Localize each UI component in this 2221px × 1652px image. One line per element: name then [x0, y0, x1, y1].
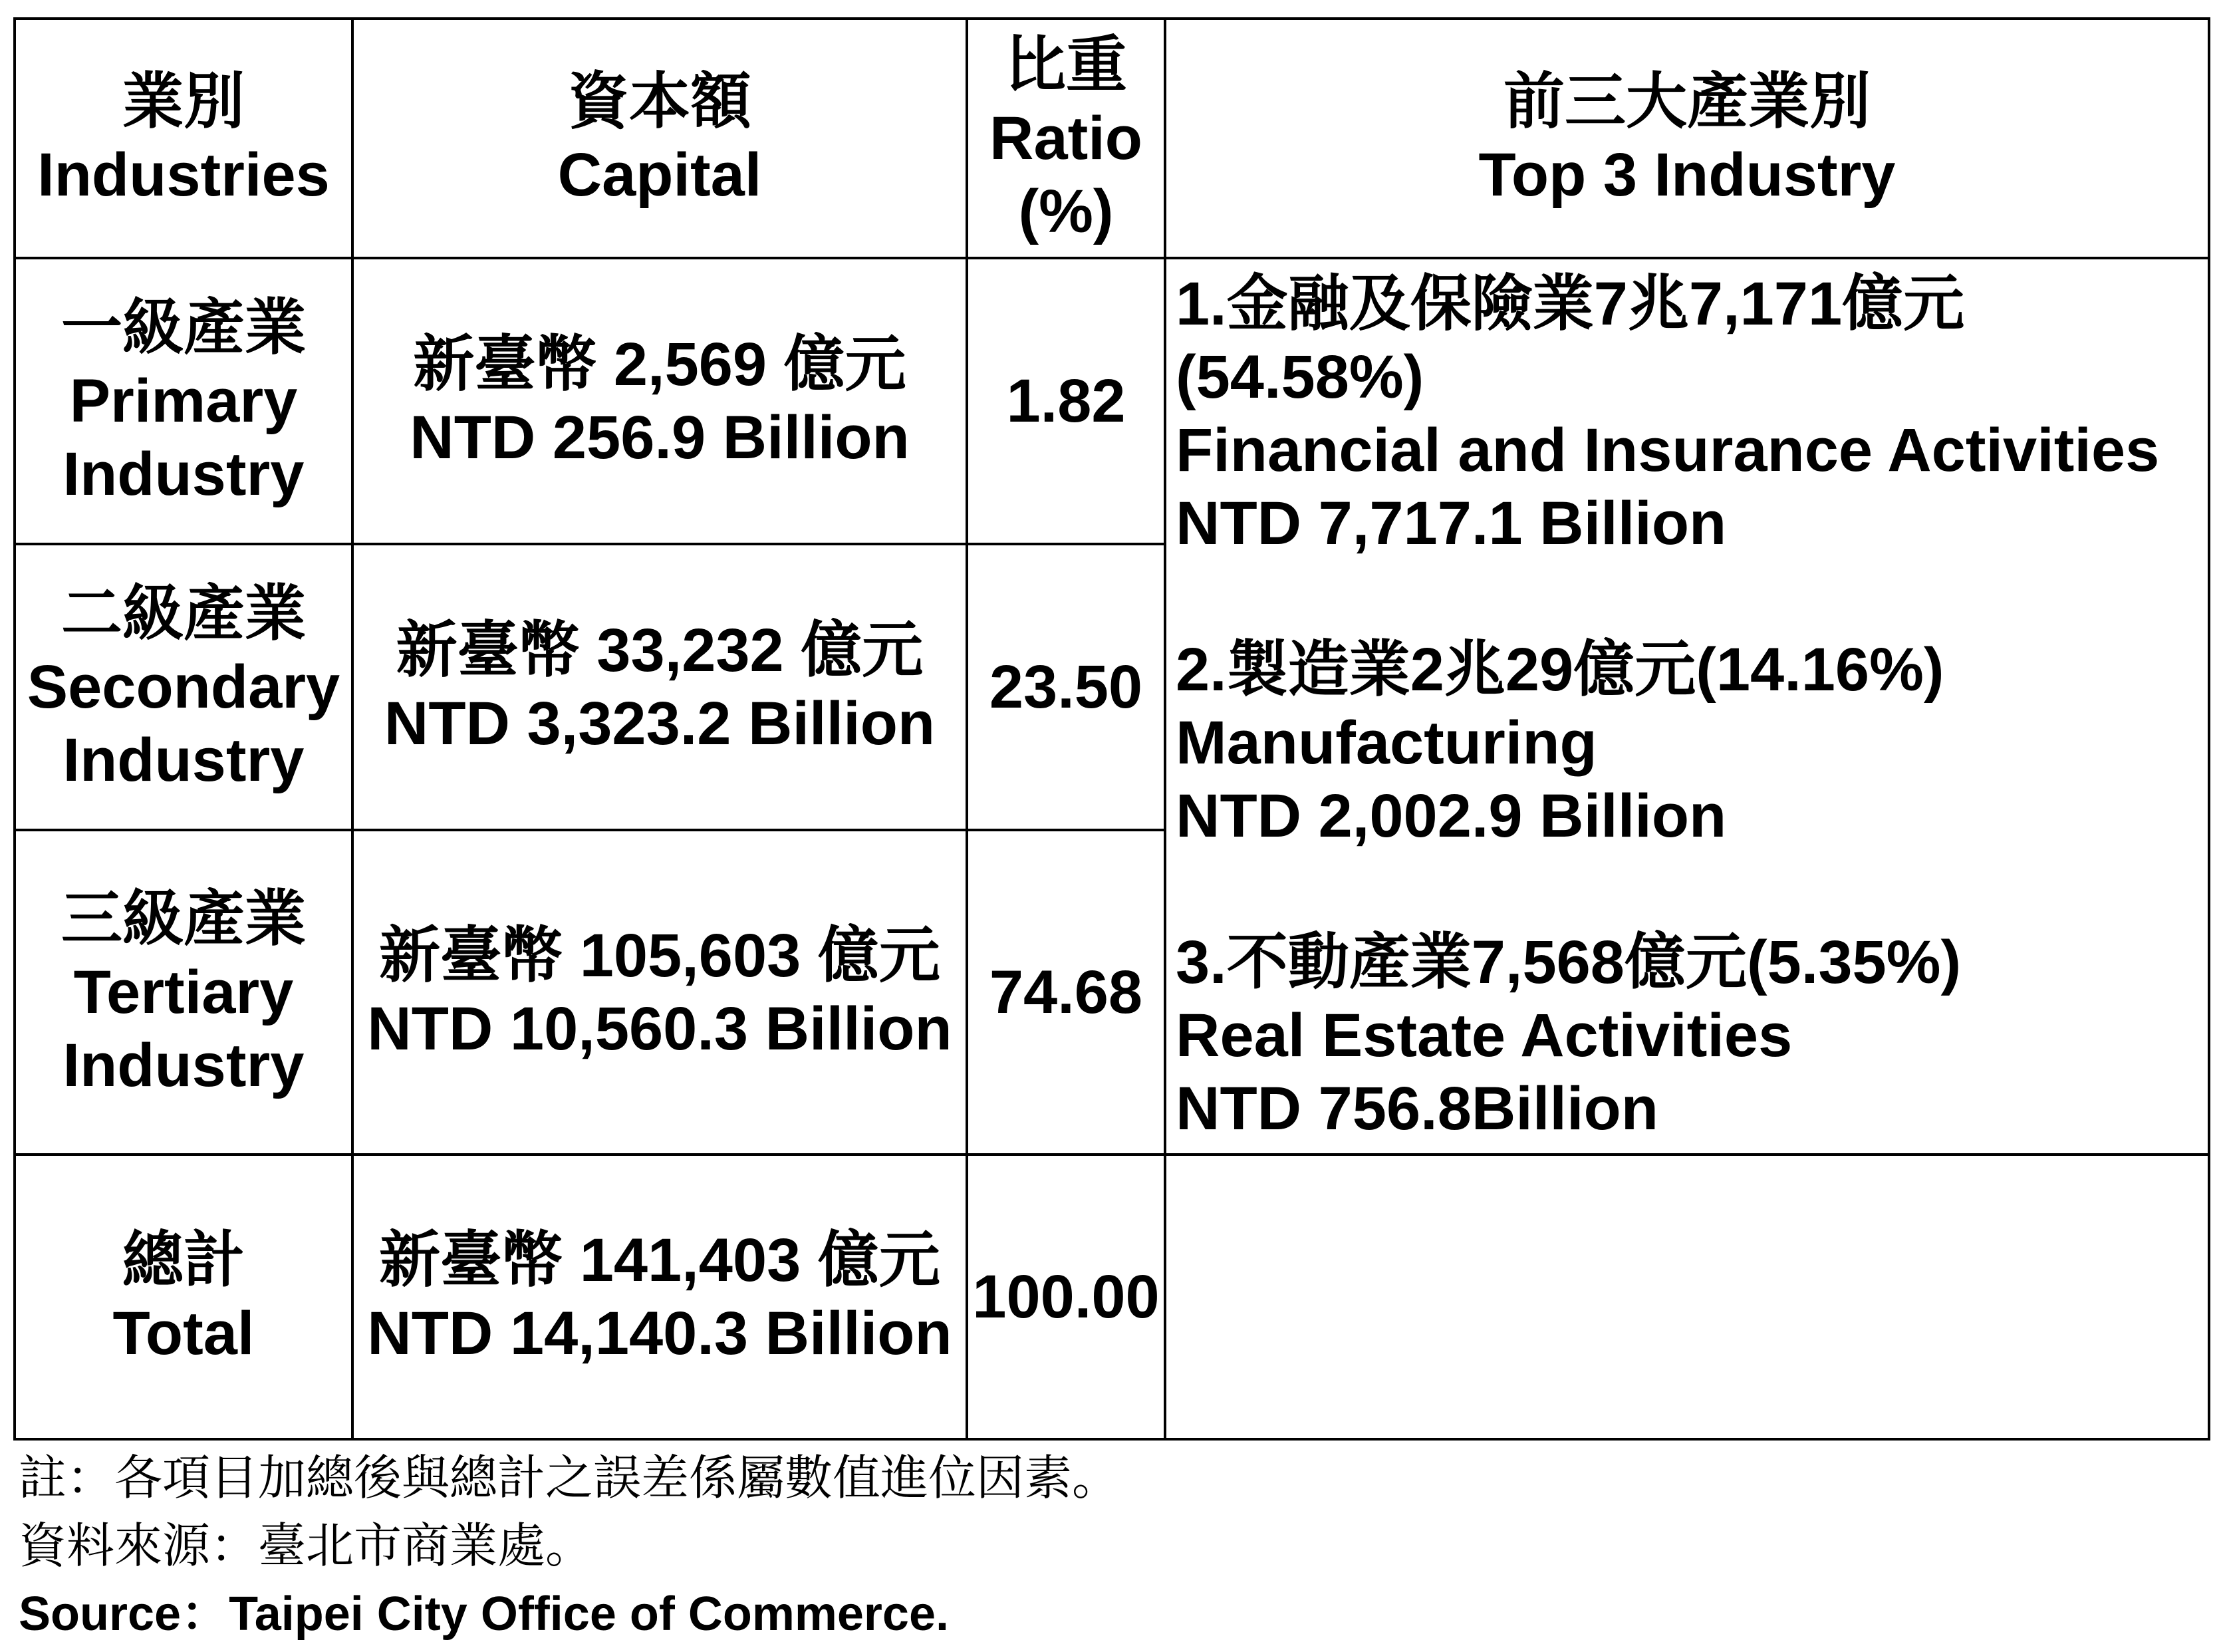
industry-cell — [15, 544, 352, 830]
total-label-cell — [15, 1155, 352, 1439]
total-label-en: Total — [112, 1300, 255, 1367]
top3-item-2 — [1176, 633, 2208, 853]
total-empty-cell — [1165, 1155, 2209, 1439]
capital-cell — [352, 830, 967, 1155]
ratio-cell: 1.82 — [967, 258, 1165, 544]
capital-en: NTD 256.9 Billion — [410, 404, 910, 472]
capital-cell — [352, 258, 967, 544]
ratio-cell: 23.50 — [967, 544, 1165, 830]
top3-item-1 — [1176, 267, 2208, 560]
top3-item-2-line2: Manufacturing — [1176, 709, 1597, 777]
industry-cell — [15, 830, 352, 1155]
industry-en-2: Industry — [63, 1032, 305, 1099]
top3-item-2-line1: 2.製造業2兆29億元(14.16%) — [1176, 636, 1944, 704]
header-ratio-en: Ratio — [989, 104, 1142, 172]
source-zh: 資料來源：臺北市商業處。 — [19, 1520, 594, 1573]
header-ratio-unit: (%) — [1018, 178, 1114, 245]
rounding-note: 註：各項目加總後與總計之誤差係屬數值進位因素。 — [19, 1452, 1120, 1505]
header-ratio — [967, 19, 1165, 258]
ratio-cell: 74.68 — [967, 830, 1165, 1155]
industry-en-2: Industry — [63, 440, 305, 508]
table-row-total — [15, 1155, 2209, 1439]
header-top3-en: Top 3 Industry — [1478, 141, 1896, 209]
header-row — [15, 19, 2209, 258]
top3-item-3 — [1176, 926, 2208, 1145]
header-capital-en: Capital — [557, 141, 762, 209]
header-top3-zh: 前三大產業別 — [1503, 68, 1871, 136]
capital-en: NTD 10,560.3 Billion — [367, 995, 952, 1063]
industry-en-2: Industry — [63, 726, 305, 794]
header-industry-zh: 業別 — [122, 68, 245, 136]
capital-zh: 新臺幣 2,569 億元 — [413, 331, 906, 398]
industry-en-1: Tertiary — [73, 958, 294, 1026]
header-ratio-zh: 比重 — [1004, 31, 1127, 99]
capital-zh: 新臺幣 33,232 億元 — [396, 617, 924, 684]
total-label-zh: 總計 — [122, 1226, 245, 1294]
top3-item-1-line4: NTD 7,717.1 Billion — [1176, 489, 1727, 557]
top3-item-1-line2: (54.58%) — [1176, 343, 1424, 411]
top3-item-1-line1: 1.金融及保險業7兆7,171億元 — [1176, 270, 1965, 338]
capital-zh: 新臺幣 105,603 億元 — [379, 922, 940, 990]
total-ratio-cell: 100.00 — [967, 1155, 1165, 1439]
industry-cell — [15, 258, 352, 544]
industry-en-1: Secondary — [27, 653, 340, 721]
top3-cell — [1165, 258, 2209, 1155]
total-capital-zh: 新臺幣 141,403 億元 — [379, 1226, 940, 1294]
table-footnotes — [19, 1445, 1120, 1648]
top3-item-2-line3: NTD 2,002.9 Billion — [1176, 782, 1727, 850]
industry-zh: 三級產業 — [61, 885, 306, 953]
top3-item-3-line2: Real Estate Activities — [1176, 1002, 1793, 1069]
top3-item-1-line3: Financial and Insurance Activities — [1176, 416, 2160, 484]
industry-capital-table — [13, 17, 2210, 1441]
top3-item-3-line1: 3.不動產業7,568億元(5.35%) — [1176, 928, 1962, 996]
total-capital-cell — [352, 1155, 967, 1439]
top3-item-3-line3: NTD 756.8Billion — [1176, 1075, 1658, 1143]
table-row-primary — [15, 258, 2209, 544]
source-en: Source：Taipei City Office of Commerce. — [19, 1587, 950, 1641]
header-capital — [352, 19, 967, 258]
total-capital-en: NTD 14,140.3 Billion — [367, 1300, 952, 1367]
header-industry-en: Industries — [37, 141, 330, 209]
header-top3 — [1165, 19, 2209, 258]
industry-en-1: Primary — [69, 367, 298, 435]
header-industry — [15, 19, 352, 258]
industry-zh: 二級產業 — [61, 580, 306, 648]
header-capital-zh: 資本額 — [567, 68, 751, 136]
industry-zh: 一級產業 — [61, 294, 306, 362]
capital-cell — [352, 544, 967, 830]
capital-en: NTD 3,323.2 Billion — [384, 690, 936, 757]
